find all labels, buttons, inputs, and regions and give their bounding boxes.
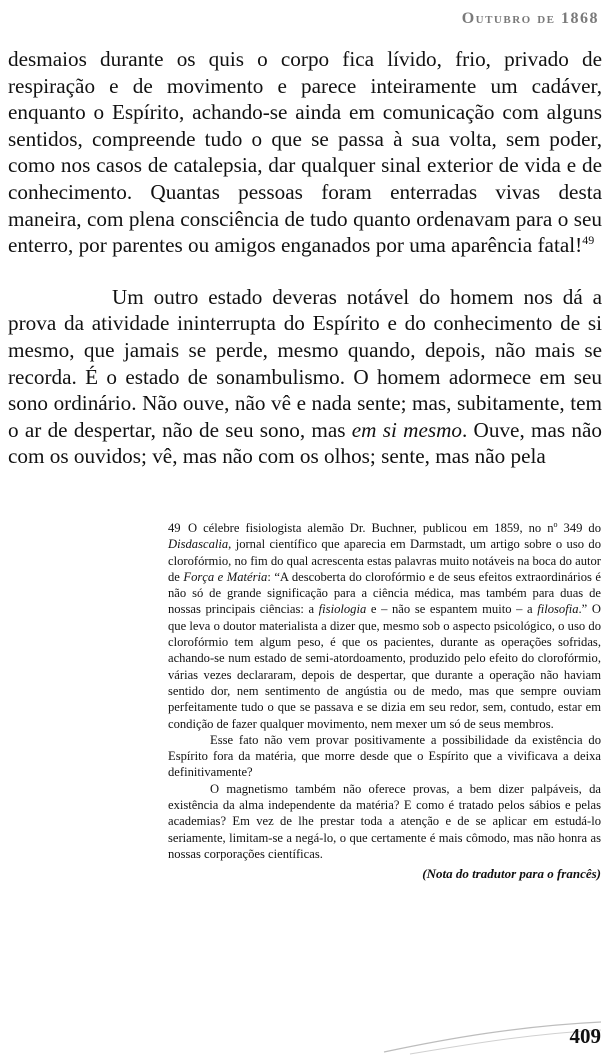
footnote-number: 49	[168, 521, 181, 535]
footnote-paragraph-1: 49 O célebre fisiologista alemão Dr. Buchner, publicou em 1859, no $n^o$ 349 do Disdascalia, jornal científico que aparecia em Darmstadt, um artigo sobre o uso do clorofórmio, no fim do qual acrescenta estas palavras muito notáveis na boca do autor de Força e Matéria: “A descoberta do clorofórmio e de seus efeitos extraordinários é não só de grande significação para a ciência médica, mas também para duas de nossas principais ciências: a fisiologia e – não se espantem muito – a filosofia.” O que leva o doutor materialista a dizer que, mesmo sob o aspecto psicológico, o uso do clorofórmio tem algum peso, é que os pacientes, durante as operações sofridas, achando-se num estado de semi-atordoamento, produzido pelo efeito do clorofórmio, várias vezes declararam, depois de despertar, que durante a operação não haviam sentido dor, nem sentimento de angústia ou de medo, mas que sempre ouviam perfeitamente tudo o que se passava e se dizia em seu redor, sem, contudo, estar em condição de fazer qualquer movimento, nem mexer um só de seus membros.	[168, 520, 601, 731]
translator-note: (Nota do tradutor para o francês)	[422, 866, 601, 882]
footnote-paragraph-2: Esse fato não vem provar positivamente a possibilidade da existência do Espírito fora da matéria, que morre desde que o Espírito que a vivificava a deixa definitivamente?	[168, 732, 601, 780]
running-header: Outubro de 1868	[461, 10, 599, 27]
footnote-paragraph-3: O magnetismo também não oferece provas, a bem dizer palpáveis, da existência da alma independente da matéria? E como é tratado pelos sábios e pelas academias? Em vez de lhe prestar toda a atenção e de se aplicar em estudá-lo seriamente, limitam-se a negá-lo, o que certamente é mais cômodo, mas não honra as nossas corporações científicas.	[168, 781, 601, 861]
paragraph-2: Um outro estado deveras notável do homem nos dá a prova da atividade ininterrupta do Espírito e do conhecimento de si mesmo, que jamais se perde, mesmo quando, depois, não mais se recorda. É o estado de sonambulismo. O homem adormece em seu sono ordinário. Não ouve, não vê e nada sente; mas, subitamente, tem o ar de despertar, não de seu sono, mas em si mesmo. Ouve, mas não com os ouvidos; vê, mas não com os olhos; sente, mas não pela	[8, 284, 602, 469]
main-text	[8, 46, 602, 470]
footnote-block	[168, 520, 601, 883]
emphasis-em-si-mesmo: em si mesmo	[351, 417, 462, 442]
footnote-reference[interactable]: 49	[582, 233, 595, 248]
paragraph-1: desmaios durante os quis o corpo fica lívido, frio, privado de respiração e de movimento e parece inteiramente um cadáver, enquanto o Espírito, achando-se ainda em comunicação com alguns sentidos, compreende tudo o que se passa à sua volta, sem poder, como nos casos de catalepsia, dar qualquer sinal exterior de vida e de conhecimento. Quantas pessoas foram enterradas vivas desta maneira, com plena consciência de tudo quanto ordenavam para o seu enterro, por parentes ou amigos enganados por uma aparência fatal!$^{49}$	[8, 47, 602, 258]
page-number: 409	[569, 1024, 601, 1048]
